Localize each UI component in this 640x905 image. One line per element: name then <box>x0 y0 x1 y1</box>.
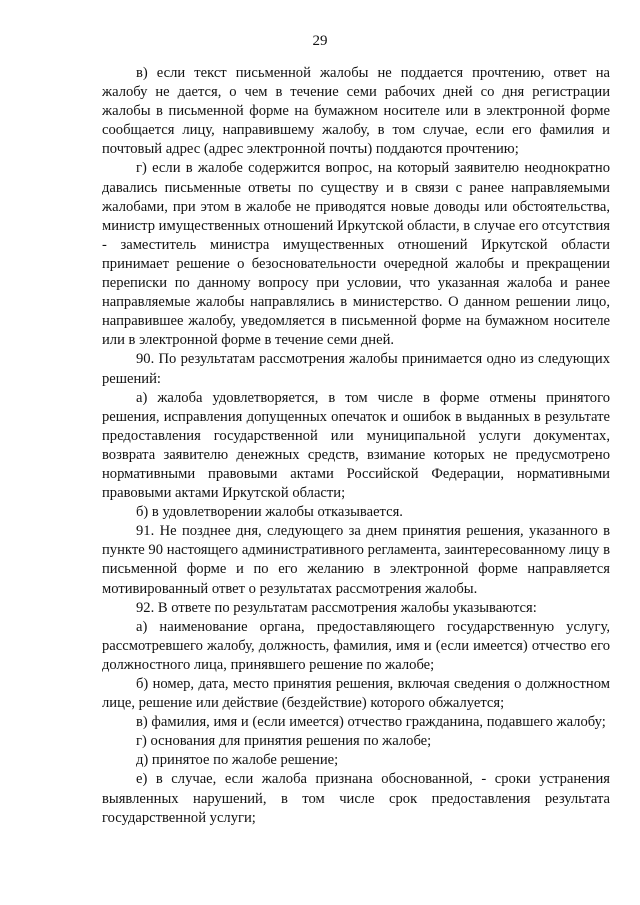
paragraph-item-v-citizen-name: в) фамилия, имя и (если имеется) отчество гражданина, подавшего жалобу; <box>136 714 606 731</box>
paragraph-item-g-repeated-question: г) если в жалобе содержится вопрос, на который заявителю неоднократно давались письменные ответы по существу и в связи с ранее направляемыми жалобами, при этом в жалобе не приводятся новые доводы или обстоятельства, министр имущественных отношений Иркутской области, в случае его отсутствия - заместитель министра имущественных отношений Иркутской области принимает решение о безосновательности очередной жалобы и прекращении переписки по данному вопросу при условии, что указанная жалоба и ранее направляемые жалобы направлялись в министерство. О данном решении лицо, направившее жалобу, уведомляется в письменной форме на бумажном носителе или в электронной форме в течение семи дней. <box>102 160 610 349</box>
paragraph-item-e-deadlines: е) в случае, если жалоба признана обоснованной, - сроки устранения выявленных нарушений, в том числе срок предоставления результата государственной услуги; <box>102 771 610 826</box>
document-body <box>102 64 610 828</box>
paragraph-item-v-unreadable: в) если текст письменной жалобы не поддается прочтению, ответ на жалобу не дается, о чем в течение семи рабочих дней со дня регистрации жалобы в письменной форме на бумажном носителе или в электронной форме сообщается лицу, направившему жалобу, в том случае, если его фамилия и почтовый адрес (адрес электронной почты) поддаются прочтению; <box>102 65 610 158</box>
page-number: 29 <box>312 33 328 49</box>
paragraph-item-d-decision: д) принятое по жалобе решение; <box>136 752 339 769</box>
paragraph-item-a-satisfied: а) жалоба удовлетворяется, в том числе в форме отмены принятого решения, исправления допущенных опечаток и ошибок в выданных в результате предоставления государственной или муниципальной услуги документах, возврата заявителю денежных средств, взимание которых не предусмотрено нормативными правовыми актами Российской Федерации, нормативными правовыми актами Иркутской области; <box>102 389 610 502</box>
paragraph-clause-90: 90. По результатам рассмотрения жалобы принимается одно из следующих решений: <box>102 351 610 387</box>
paragraph-item-g-grounds: г) основания для принятия решения по жалобе; <box>136 733 432 750</box>
paragraph-clause-91: 91. Не позднее дня, следующего за днем принятия решения, указанного в пункте 90 настоящего административного регламента, заинтересованному лицу в письменной форме и по его желанию в электронной форме направляется мотивированный ответ о результатах рассмотрения жалобы. <box>102 523 610 597</box>
paragraph-item-b-decision-details: б) номер, дата, место принятия решения, включая сведения о должностном лице, решение или действие (бездействие) которого обжалуется; <box>102 676 610 712</box>
paragraph-item-b-refused: б) в удовлетворении жалобы отказывается. <box>136 504 403 521</box>
paragraph-clause-92: 92. В ответе по результатам рассмотрения жалобы указываются: <box>136 599 537 616</box>
paragraph-item-a-authority: а) наименование органа, предоставляющего государственную услугу, рассмотревшего жалобу, должность, фамилия, имя и (если имеется) отчество его должностного лица, принявшего решение по жалобе; <box>102 618 610 673</box>
